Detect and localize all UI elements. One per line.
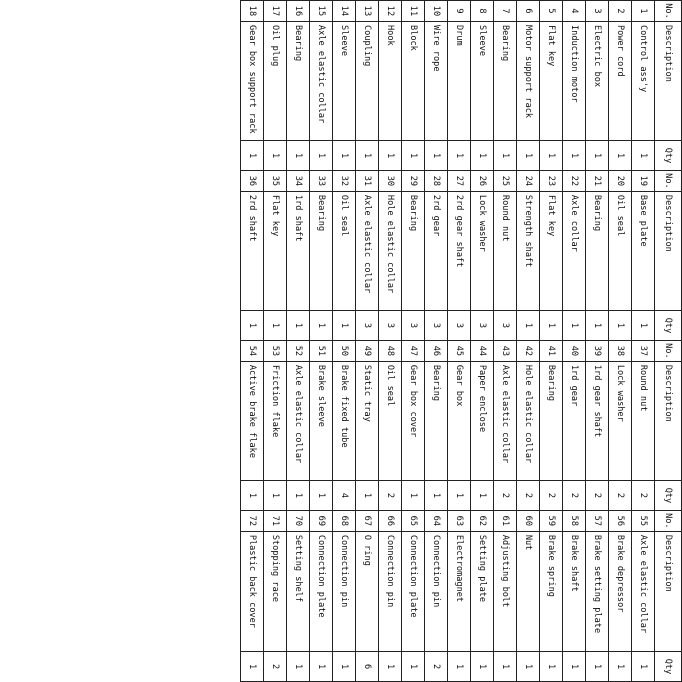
part-number-cell: 8: [471, 1, 494, 22]
part-qty-cell: 1: [264, 481, 287, 511]
part-number-cell: 24: [517, 170, 540, 191]
part-number-cell: 40: [563, 340, 586, 361]
part-qty-cell: 1: [563, 141, 586, 171]
part-number-cell: 39: [586, 340, 609, 361]
part-qty-cell: 1: [471, 481, 494, 511]
part-qty-cell: 1: [333, 311, 356, 341]
part-qty-cell: 1: [241, 652, 264, 682]
part-description-cell: Flat key: [540, 21, 563, 140]
table-row: [494, 1, 517, 682]
part-qty-cell: 1: [586, 311, 609, 341]
part-qty-cell: 1: [425, 141, 448, 171]
part-description-cell: Bearing: [586, 191, 609, 310]
part-description-cell: Brake spring: [540, 531, 563, 651]
part-description-cell: Flat key: [264, 191, 287, 310]
part-qty-cell: 2: [632, 481, 655, 511]
part-number-cell: 27: [448, 170, 471, 191]
part-qty-cell: 3: [379, 311, 402, 341]
part-number-cell: 16: [287, 1, 310, 22]
qty-header: Qty: [655, 481, 682, 511]
part-number-cell: 4: [563, 1, 586, 22]
part-qty-cell: 1: [310, 311, 333, 341]
part-number-cell: 65: [402, 510, 425, 531]
part-number-cell: 7: [494, 1, 517, 22]
part-qty-cell: 1: [310, 652, 333, 682]
part-qty-cell: 1: [241, 141, 264, 171]
part-qty-cell: 1: [517, 652, 540, 682]
part-qty-cell: 1: [241, 481, 264, 511]
part-qty-cell: 1: [471, 652, 494, 682]
part-number-cell: 26: [471, 170, 494, 191]
part-qty-cell: 3: [356, 311, 379, 341]
part-description-cell: Oil seal: [609, 191, 632, 310]
description-header: Description: [655, 191, 682, 310]
part-description-cell: 1rd gear: [563, 361, 586, 480]
part-description-cell: Gear box cover: [402, 361, 425, 480]
part-qty-cell: 1: [425, 481, 448, 511]
part-description-cell: Connection plate: [402, 531, 425, 651]
part-qty-cell: 1: [356, 141, 379, 171]
part-description-cell: Brake fixed tube: [333, 361, 356, 480]
part-description-cell: Axle elastic collar: [356, 191, 379, 310]
part-description-cell: Setting shelf: [287, 531, 310, 651]
part-description-cell: Bearing: [425, 361, 448, 480]
description-header: Description: [655, 21, 682, 140]
part-qty-cell: 2: [494, 481, 517, 511]
part-number-cell: 64: [425, 510, 448, 531]
part-qty-cell: 1: [586, 652, 609, 682]
table-row: [517, 1, 540, 682]
part-qty-cell: 1: [517, 141, 540, 171]
part-qty-cell: 3: [494, 311, 517, 341]
part-qty-cell: 1: [540, 141, 563, 171]
table-row: [379, 1, 402, 682]
part-number-cell: 33: [310, 170, 333, 191]
part-number-cell: 52: [287, 340, 310, 361]
part-qty-cell: 1: [287, 652, 310, 682]
part-description-cell: Static tray: [356, 361, 379, 480]
part-description-cell: Hole elastic collar: [517, 361, 540, 480]
part-number-cell: 41: [540, 340, 563, 361]
part-description-cell: Round nut: [494, 191, 517, 310]
table-row: [287, 1, 310, 682]
part-description-cell: Drum: [448, 21, 471, 140]
part-qty-cell: 1: [632, 311, 655, 341]
part-number-cell: 36: [241, 170, 264, 191]
table-row: [448, 1, 471, 682]
part-description-cell: Brake depressor: [609, 531, 632, 651]
part-number-cell: 19: [632, 170, 655, 191]
part-description-cell: Nut: [517, 531, 540, 651]
part-number-cell: 56: [609, 510, 632, 531]
part-description-cell: Oil seal: [379, 361, 402, 480]
part-description-cell: Connection pin: [333, 531, 356, 651]
part-qty-cell: 1: [494, 652, 517, 682]
part-number-cell: 47: [402, 340, 425, 361]
part-qty-cell: 2: [379, 481, 402, 511]
part-qty-cell: 2: [425, 652, 448, 682]
part-description-cell: 2rd gear: [425, 191, 448, 310]
table-row: [402, 1, 425, 682]
part-number-cell: 61: [494, 510, 517, 531]
part-description-cell: Axle collar: [563, 191, 586, 310]
part-description-cell: Setting plate: [471, 531, 494, 651]
part-qty-cell: 2: [517, 481, 540, 511]
part-qty-cell: 1: [586, 141, 609, 171]
table-row: [540, 1, 563, 682]
part-number-cell: 5: [540, 1, 563, 22]
part-description-cell: Axle elastic collar: [310, 21, 333, 140]
part-qty-cell: 1: [517, 311, 540, 341]
part-qty-cell: 1: [563, 652, 586, 682]
part-number-cell: 55: [632, 510, 655, 531]
part-description-cell: Active brake flake: [241, 361, 264, 480]
part-description-cell: O ring: [356, 531, 379, 651]
part-number-cell: 45: [448, 340, 471, 361]
part-qty-cell: 1: [287, 311, 310, 341]
part-description-cell: Electromagnet: [448, 531, 471, 651]
part-number-cell: 6: [517, 1, 540, 22]
part-number-cell: 29: [402, 170, 425, 191]
part-description-cell: Control ass'y: [632, 21, 655, 140]
part-number-cell: 12: [379, 1, 402, 22]
part-qty-cell: 1: [632, 141, 655, 171]
no-header: No.: [655, 340, 682, 361]
part-number-cell: 21: [586, 170, 609, 191]
part-number-cell: 25: [494, 170, 517, 191]
part-qty-cell: 1: [287, 481, 310, 511]
part-number-cell: 62: [471, 510, 494, 531]
part-qty-cell: 1: [333, 141, 356, 171]
part-qty-cell: 1: [540, 311, 563, 341]
table-row: [563, 1, 586, 682]
part-description-cell: Paper enclose: [471, 361, 494, 480]
part-qty-cell: 1: [287, 141, 310, 171]
part-number-cell: 31: [356, 170, 379, 191]
part-number-cell: 38: [609, 340, 632, 361]
part-description-cell: Brake sleeve: [310, 361, 333, 480]
part-number-cell: 1: [632, 1, 655, 22]
part-number-cell: 59: [540, 510, 563, 531]
part-description-cell: Bearing: [310, 191, 333, 310]
part-number-cell: 18: [241, 1, 264, 22]
part-qty-cell: 1: [471, 141, 494, 171]
qty-header: Qty: [655, 652, 682, 682]
qty-header: Qty: [655, 311, 682, 341]
no-header: No.: [655, 510, 682, 531]
part-number-cell: 35: [264, 170, 287, 191]
part-number-cell: 66: [379, 510, 402, 531]
part-description-cell: Induction motor: [563, 21, 586, 140]
part-description-cell: Round nut: [632, 361, 655, 480]
part-number-cell: 53: [264, 340, 287, 361]
description-header: Description: [655, 361, 682, 480]
table-row: [333, 1, 356, 682]
part-description-cell: Oil seal: [333, 191, 356, 310]
part-qty-cell: 1: [563, 311, 586, 341]
part-qty-cell: 1: [402, 652, 425, 682]
part-description-cell: Connection pin: [379, 531, 402, 651]
part-qty-cell: 3: [471, 311, 494, 341]
part-number-cell: 44: [471, 340, 494, 361]
part-description-cell: Bearing: [494, 21, 517, 140]
part-number-cell: 30: [379, 170, 402, 191]
part-description-cell: Gear box support rack: [241, 21, 264, 140]
parts-table: [240, 0, 682, 682]
part-description-cell: Bearing: [287, 21, 310, 140]
part-number-cell: 23: [540, 170, 563, 191]
part-description-cell: Oil plug: [264, 21, 287, 140]
part-description-cell: Hole elastic collar: [379, 191, 402, 310]
part-qty-cell: 1: [310, 141, 333, 171]
table-row: [241, 1, 264, 682]
part-description-cell: Bearing: [540, 361, 563, 480]
table-row: [425, 1, 448, 682]
part-number-cell: 68: [333, 510, 356, 531]
part-qty-cell: 2: [540, 481, 563, 511]
part-qty-cell: 1: [609, 141, 632, 171]
part-number-cell: 20: [609, 170, 632, 191]
part-qty-cell: 1: [333, 652, 356, 682]
part-qty-cell: 4: [333, 481, 356, 511]
no-header: No.: [655, 1, 682, 22]
description-header: Description: [655, 531, 682, 651]
part-qty-cell: 1: [402, 141, 425, 171]
part-qty-cell: 1: [448, 652, 471, 682]
parts-table-body: [241, 1, 655, 682]
part-description-cell: Sleeve: [333, 21, 356, 140]
table-row: [609, 1, 632, 682]
part-description-cell: Strength shaft: [517, 191, 540, 310]
part-number-cell: 22: [563, 170, 586, 191]
part-description-cell: Connection pin: [425, 531, 448, 651]
part-qty-cell: 6: [356, 652, 379, 682]
qty-header: Qty: [655, 141, 682, 171]
part-description-cell: Stopping race: [264, 531, 287, 651]
part-description-cell: Friction flake: [264, 361, 287, 480]
part-number-cell: 11: [402, 1, 425, 22]
part-qty-cell: 1: [632, 652, 655, 682]
part-description-cell: Block: [402, 21, 425, 140]
part-number-cell: 54: [241, 340, 264, 361]
part-number-cell: 50: [333, 340, 356, 361]
part-description-cell: Lock washer: [471, 191, 494, 310]
part-qty-cell: 1: [264, 141, 287, 171]
part-qty-cell: 1: [448, 141, 471, 171]
part-description-cell: Axle elastic collar: [632, 531, 655, 651]
part-qty-cell: 2: [586, 481, 609, 511]
part-number-cell: 58: [563, 510, 586, 531]
part-description-cell: Bearing: [402, 191, 425, 310]
part-description-cell: Coupling: [356, 21, 379, 140]
part-number-cell: 34: [287, 170, 310, 191]
part-description-cell: Brake shaft: [563, 531, 586, 651]
part-number-cell: 42: [517, 340, 540, 361]
part-number-cell: 70: [287, 510, 310, 531]
part-number-cell: 17: [264, 1, 287, 22]
part-number-cell: 9: [448, 1, 471, 22]
table-row: [356, 1, 379, 682]
part-description-cell: Lock washer: [609, 361, 632, 480]
part-qty-cell: 1: [379, 141, 402, 171]
table-row: [632, 1, 655, 682]
part-description-cell: Brake setting plate: [586, 531, 609, 651]
part-number-cell: 67: [356, 510, 379, 531]
part-qty-cell: 1: [356, 481, 379, 511]
part-qty-cell: 3: [425, 311, 448, 341]
part-qty-cell: 1: [241, 311, 264, 341]
table-row: [310, 1, 333, 682]
part-number-cell: 32: [333, 170, 356, 191]
part-description-cell: Gear box: [448, 361, 471, 480]
part-number-cell: 63: [448, 510, 471, 531]
part-number-cell: 71: [264, 510, 287, 531]
part-number-cell: 3: [586, 1, 609, 22]
part-description-cell: 1rd gear shaft: [586, 361, 609, 480]
part-qty-cell: 2: [264, 652, 287, 682]
header-row: [655, 1, 682, 682]
part-qty-cell: 1: [609, 652, 632, 682]
part-description-cell: Power cord: [609, 21, 632, 140]
part-qty-cell: 1: [264, 311, 287, 341]
part-qty-cell: 1: [402, 481, 425, 511]
part-description-cell: 2rd shaft: [241, 191, 264, 310]
part-number-cell: 37: [632, 340, 655, 361]
part-qty-cell: 1: [609, 311, 632, 341]
part-qty-cell: 2: [563, 481, 586, 511]
part-number-cell: 69: [310, 510, 333, 531]
part-number-cell: 49: [356, 340, 379, 361]
part-description-cell: Wire rope: [425, 21, 448, 140]
part-number-cell: 10: [425, 1, 448, 22]
part-description-cell: Hook: [379, 21, 402, 140]
part-number-cell: 48: [379, 340, 402, 361]
part-description-cell: Axle elastic collar: [287, 361, 310, 480]
part-qty-cell: 3: [448, 311, 471, 341]
part-number-cell: 60: [517, 510, 540, 531]
part-qty-cell: 1: [540, 652, 563, 682]
part-number-cell: 28: [425, 170, 448, 191]
part-qty-cell: 3: [402, 311, 425, 341]
part-description-cell: Plastic back cover: [241, 531, 264, 651]
part-description-cell: Flat key: [540, 191, 563, 310]
no-header: No.: [655, 170, 682, 191]
part-qty-cell: 1: [494, 141, 517, 171]
part-description-cell: Electric box: [586, 21, 609, 140]
table-row: [586, 1, 609, 682]
part-number-cell: 43: [494, 340, 517, 361]
part-number-cell: 57: [586, 510, 609, 531]
part-description-cell: Connection plate: [310, 531, 333, 651]
part-qty-cell: 1: [310, 481, 333, 511]
table-row: [471, 1, 494, 682]
part-number-cell: 2: [609, 1, 632, 22]
part-qty-cell: 1: [448, 481, 471, 511]
part-description-cell: 1rd shaft: [287, 191, 310, 310]
part-qty-cell: 2: [609, 481, 632, 511]
part-number-cell: 15: [310, 1, 333, 22]
part-description-cell: 2rd gear shaft: [448, 191, 471, 310]
part-description-cell: Axle elastic collar: [494, 361, 517, 480]
part-qty-cell: 1: [379, 652, 402, 682]
part-number-cell: 72: [241, 510, 264, 531]
part-description-cell: Sleeve: [471, 21, 494, 140]
table-row: [264, 1, 287, 682]
part-number-cell: 46: [425, 340, 448, 361]
part-number-cell: 14: [333, 1, 356, 22]
part-description-cell: Base plate: [632, 191, 655, 310]
part-number-cell: 13: [356, 1, 379, 22]
part-description-cell: Motor support rack: [517, 21, 540, 140]
part-number-cell: 51: [310, 340, 333, 361]
part-description-cell: Adjusting bolt: [494, 531, 517, 651]
